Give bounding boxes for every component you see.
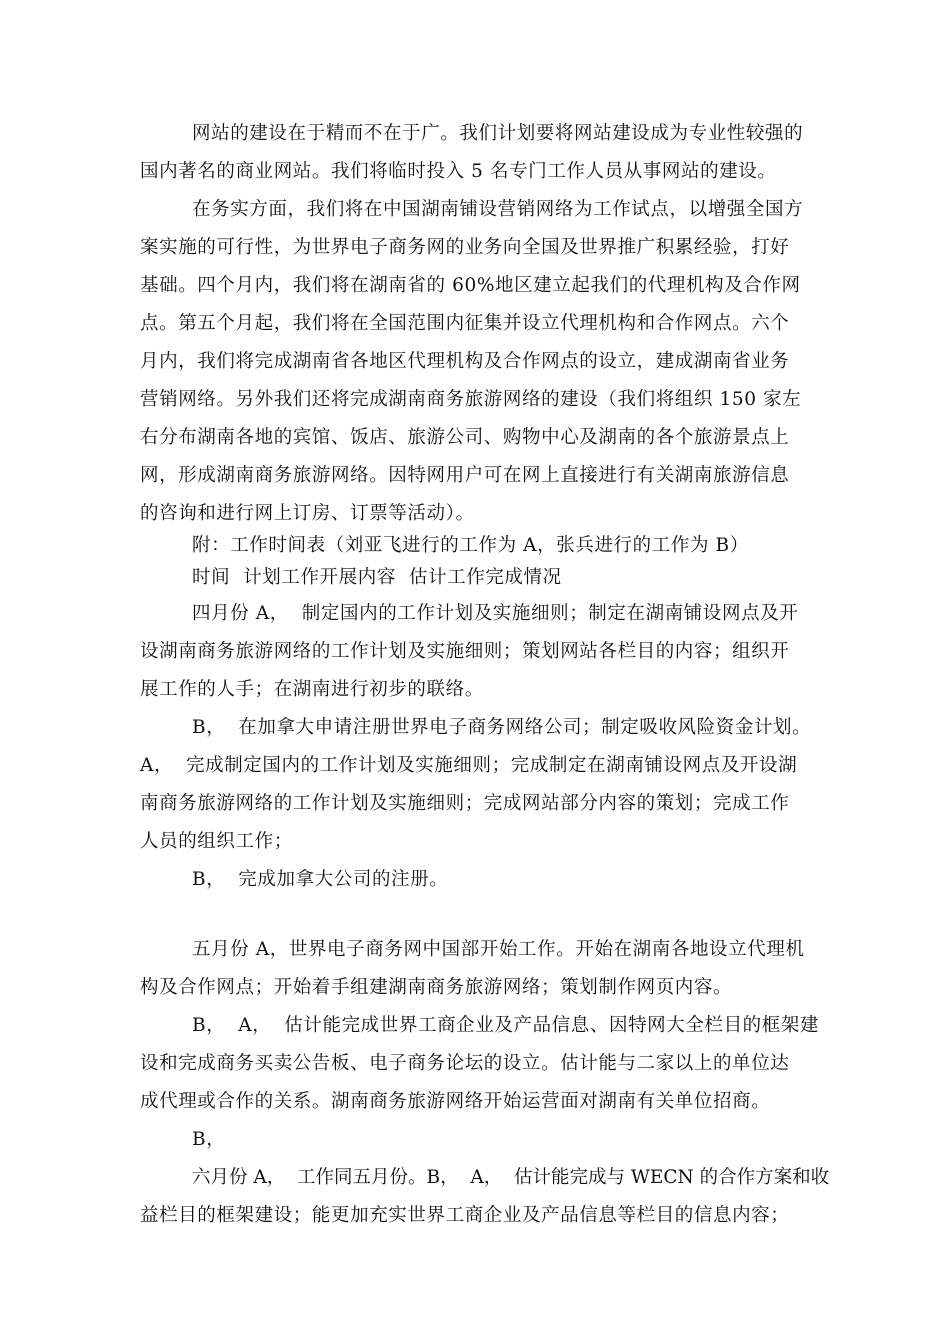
paragraph-line: B，: [192, 1129, 226, 1150]
paragraph-line: B， A， 估计能完成世界工商企业及产品信息、因特网大全栏目的框架建: [192, 1015, 820, 1036]
paragraph-line: 基础。四个月内，我们将在湖南省的 60%地区建立起我们的代理机构及合作网: [140, 275, 801, 296]
paragraph-line: 在务实方面，我们将在中国湖南铺设营销网络为工作试点，以增强全国方: [192, 199, 804, 220]
paragraph-line: 南商务旅游网络的工作计划及实施细则；完成网站部分内容的策划；完成工作: [140, 793, 790, 814]
paragraph-line: 构及合作网点；开始着手组建湖南商务旅游网络；策划制作网页内容。: [140, 977, 733, 998]
paragraph-line: 五月份 A，世界电子商务网中国部开始工作。开始在湖南各地设立代理机: [192, 939, 805, 960]
paragraph-line: 的咨询和进行网上订房、订票等活动）。: [140, 503, 475, 524]
paragraph-line: 设和完成商务买卖公告板、电子商务论坛的设立。估计能与二家以上的单位达: [140, 1053, 790, 1074]
paragraph-line: 右分布湖南各地的宾馆、饭店、旅游公司、购物中心及湖南的各个旅游景点上: [140, 427, 790, 448]
paragraph-line: 四月份 A， 制定国内的工作计划及实施细则；制定在湖南铺设网点及开: [192, 603, 799, 624]
paragraph-line: 国内著名的商业网站。我们将临时投入 5 名专门工作人员从事网站的建设。: [140, 161, 777, 182]
paragraph-line: 营销网络。另外我们还将完成湖南商务旅游网络的建设（我们将组织 150 家左: [140, 389, 802, 410]
paragraph-line: 展工作的人手；在湖南进行初步的联络。: [140, 679, 484, 700]
paragraph-line: 成代理或合作的关系。湖南商务旅游网络开始运营面对湖南有关单位招商。: [140, 1091, 771, 1112]
paragraph-line: 案实施的可行性，为世界电子商务网的业务向全国及世界推广积累经验，打好: [140, 237, 790, 258]
paragraph-line: B， 在加拿大申请注册世界电子商务网络公司；制定吸收风险资金计划。: [192, 717, 812, 738]
paragraph-line: 设湖南商务旅游网络的工作计划及实施细则；策划网站各栏目的内容；组织开: [140, 641, 790, 662]
paragraph-line: A， 完成制定国内的工作计划及实施细则；完成制定在湖南铺设网点及开设湖: [140, 755, 798, 776]
paragraph-line: 益栏目的框架建设；能更加充实世界工商企业及产品信息等栏目的信息内容；: [140, 1205, 790, 1226]
paragraph-line: 网站的建设在于精而不在于广。我们计划要将网站建设成为专业性较强的: [192, 123, 804, 144]
paragraph-line: 六月份 A， 工作同五月份。B， A， 估计能完成与 WECN 的合作方案和收: [192, 1167, 830, 1188]
schedule-header: 时间 计划工作开展内容 估计工作完成情况: [192, 567, 562, 588]
schedule-caption: 附：工作时间表（刘亚飞进行的工作为 A，张兵进行的工作为 B）: [192, 535, 749, 556]
paragraph-line: B， 完成加拿大公司的注册。: [192, 869, 449, 890]
paragraph-line: 月内，我们将完成湖南省各地区代理机构及合作网点的设立，建成湖南省业务: [140, 351, 790, 372]
paragraph-line: 点。第五个月起，我们将在全国范围内征集并设立代理机构和合作网点。六个: [140, 313, 790, 334]
paragraph-line: 人员的组织工作；: [140, 831, 293, 852]
paragraph-line: 网，形成湖南商务旅游网络。因特网用户可在网上直接进行有关湖南旅游信息: [140, 465, 790, 486]
